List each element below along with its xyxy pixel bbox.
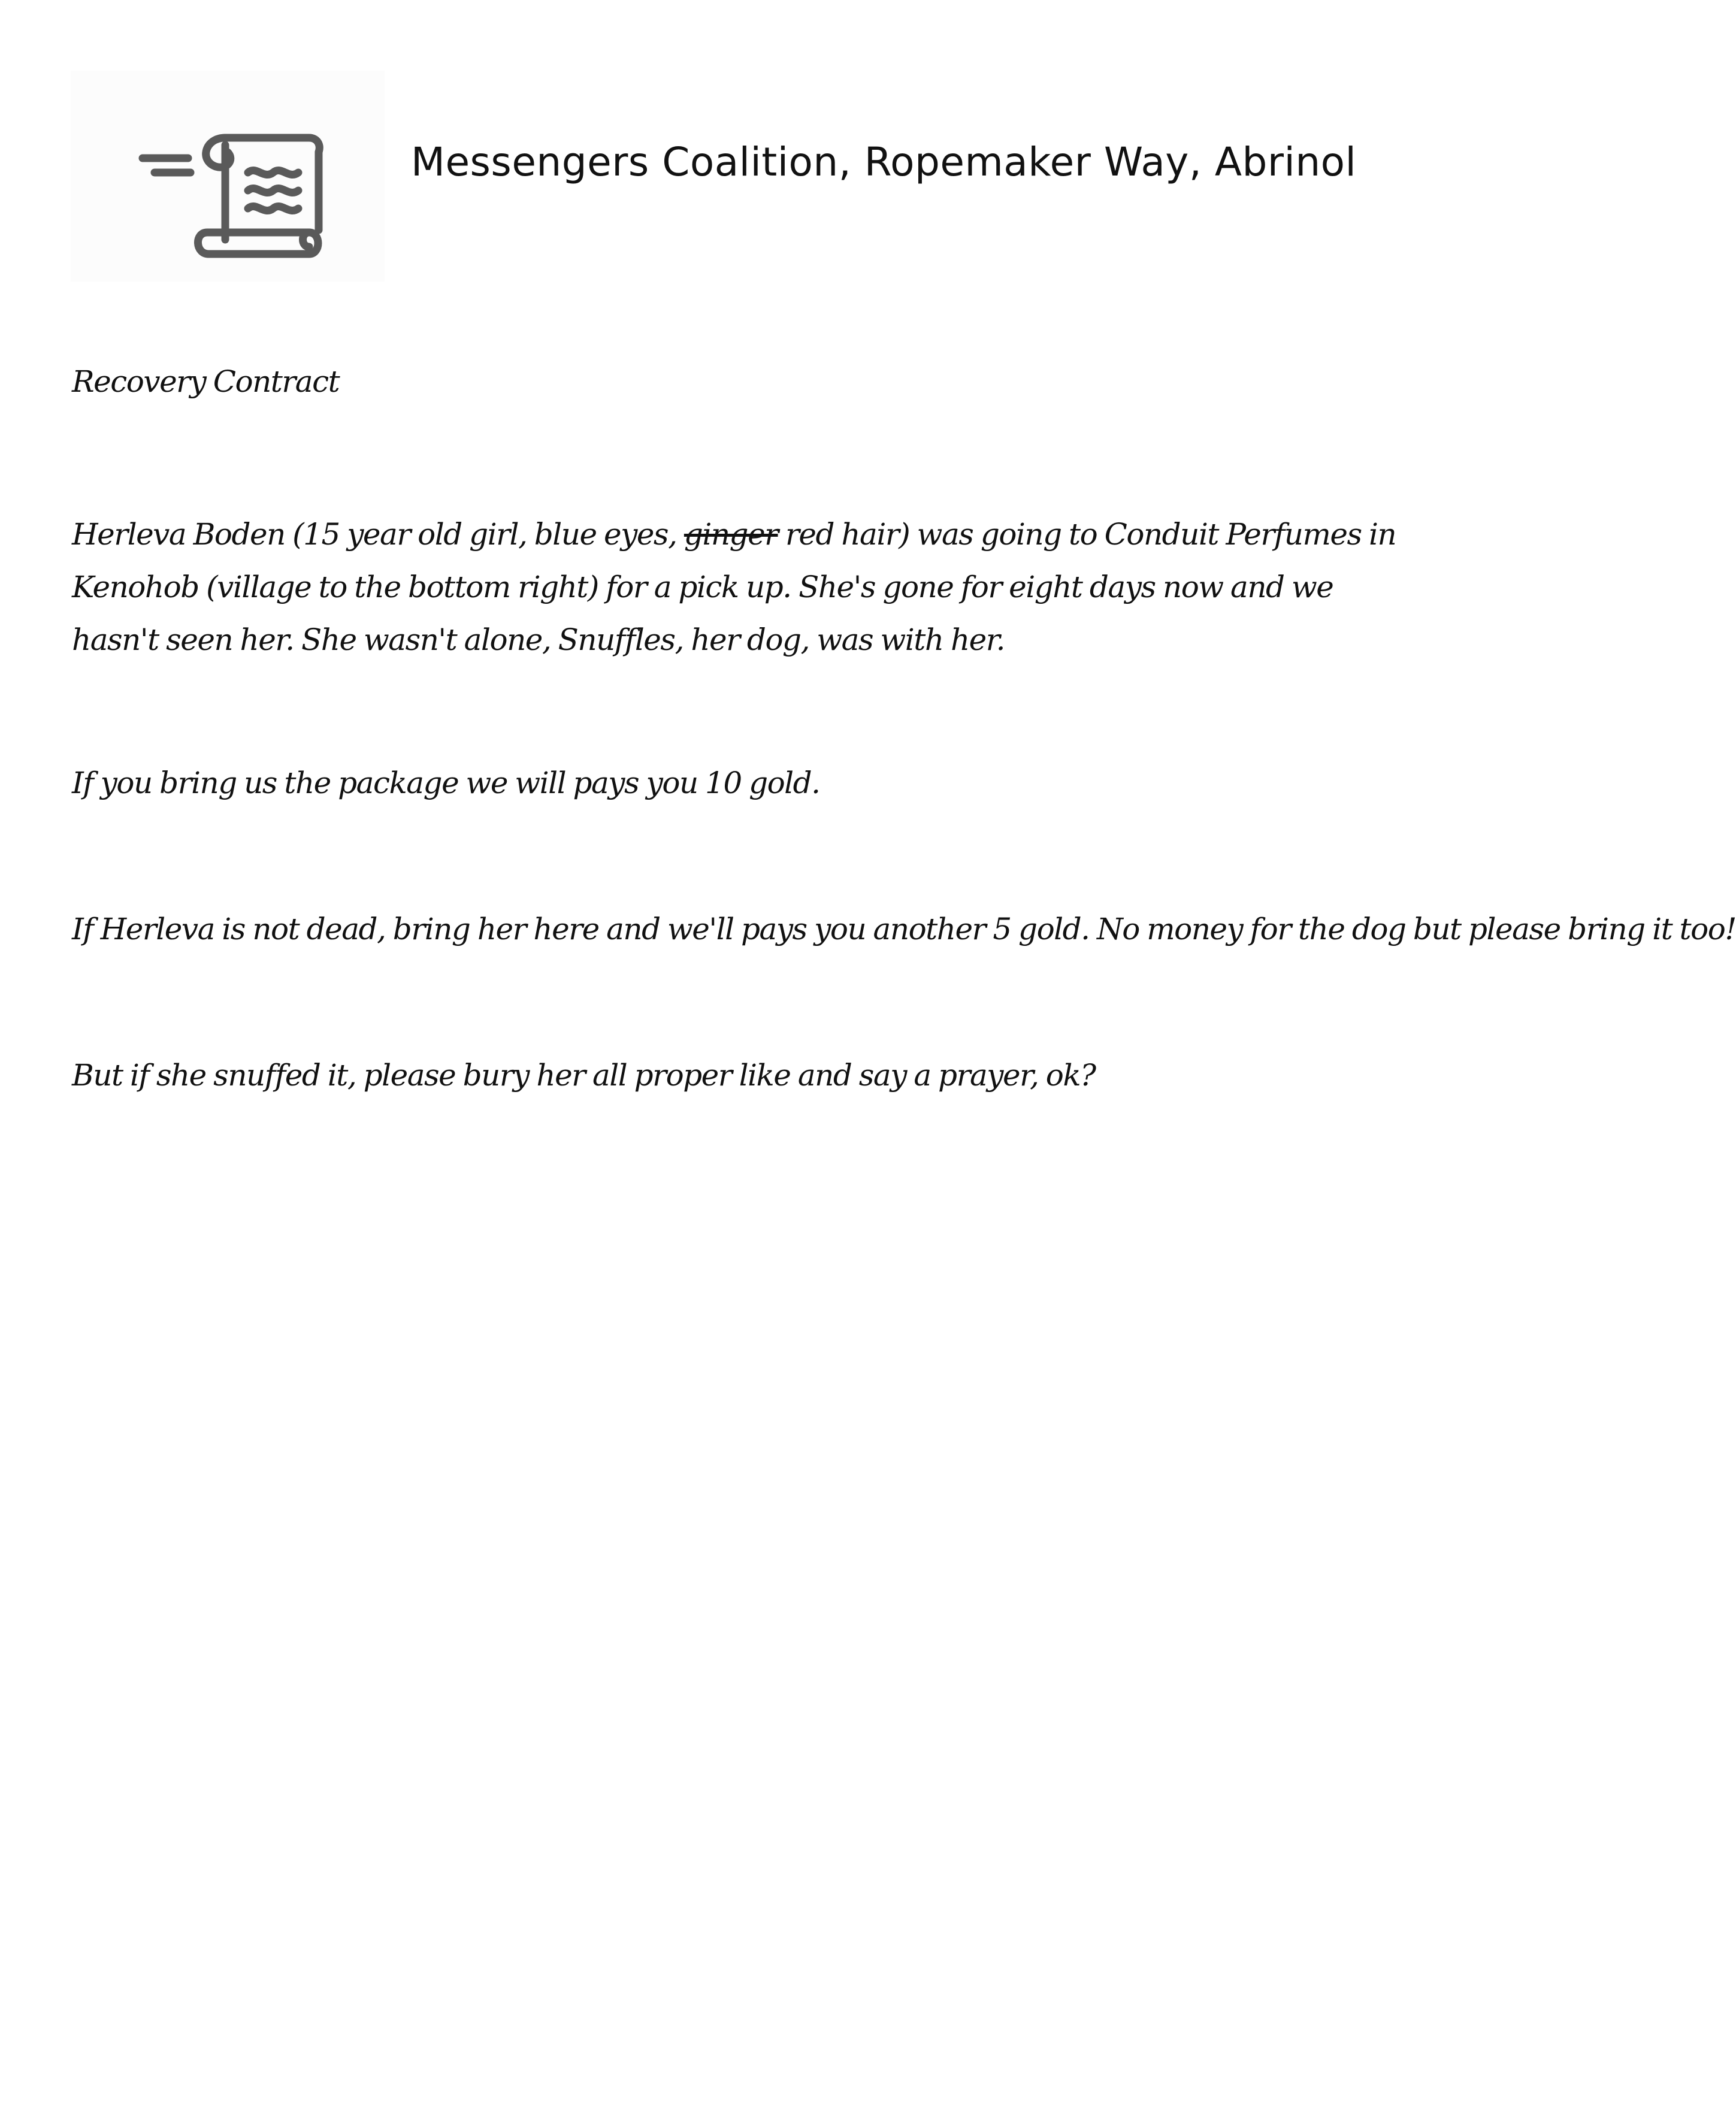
reward-rescue-paragraph: If Herleva is not dead, bring her here and we'll pays you another 5 gold. No money for the dog but please bring it too! xyxy=(72,912,1736,946)
description-text-start: Herleva Boden (15 year old girl, blue eyes, xyxy=(72,517,684,552)
document-title: Recovery Contract xyxy=(72,364,340,399)
reward-package-paragraph: If you bring us the package we will pays you 10 gold. xyxy=(72,766,820,800)
organization-logo xyxy=(71,71,385,282)
description-paragraph xyxy=(72,508,1420,666)
struck-out-word: ginger xyxy=(683,517,778,552)
description-text-end: red hair) was going to Conduit Perfumes in Kenohob (village to the bottom right) for a pick up. She's gone for eight days now and we hasn't seen her. She wasn't alone, Snuffles, her dog, was with her. xyxy=(72,517,1396,657)
scroll-icon xyxy=(71,71,385,282)
burial-request-paragraph: But if she snuffed it, please bury her all proper like and say a prayer, ok? xyxy=(72,1058,1096,1093)
organization-header: Messengers Coalition, Ropemaker Way, Abrinol xyxy=(411,139,1357,185)
